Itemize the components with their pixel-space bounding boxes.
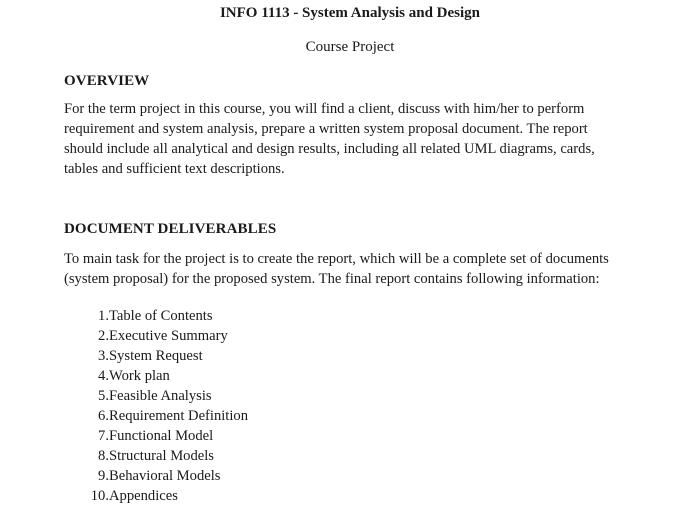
list-item-label: Table of Contents (109, 308, 213, 324)
deliverables-list (82, 306, 248, 506)
list-item (82, 306, 248, 326)
list-item-label: System Request (109, 348, 203, 364)
list-item-label: Executive Summary (109, 328, 228, 344)
deliverables-line: (system proposal) for the proposed system. The final report contains following information: (64, 271, 600, 287)
list-item (82, 486, 248, 506)
list-item-label: Requirement Definition (109, 408, 249, 424)
list-item-label: Functional Model (109, 428, 214, 444)
list-item-number: 7. (98, 428, 109, 444)
overview-line: For the term project in this course, you will find a client, discuss with him/her to perform (64, 101, 585, 117)
list-item-label: Behavioral Models (109, 468, 221, 484)
list-item-label: Structural Models (109, 448, 214, 464)
list-item (82, 386, 248, 406)
list-item (82, 446, 248, 466)
list-item (82, 426, 248, 446)
list-item (82, 406, 248, 426)
overview-paragraph (64, 99, 664, 179)
list-item-label: Appendices (109, 488, 178, 504)
list-item (82, 366, 248, 386)
list-item-label: Work plan (109, 368, 170, 384)
list-item-number: 1. (98, 308, 109, 324)
overview-line: requirement and system analysis, prepare a written system proposal document. The report (64, 121, 588, 137)
deliverables-line: To main task for the project is to create the report, which will be a complete set of documents (64, 251, 609, 267)
list-item-number: 3. (98, 348, 109, 364)
list-item-number: 8. (98, 448, 109, 464)
list-item (82, 466, 248, 486)
overview-line: should include all analytical and design results, including all related UML diagrams, cards, (64, 141, 595, 157)
document-subtitle: Course Project (305, 39, 395, 55)
list-item-number: 5. (98, 388, 109, 404)
overview-heading: OVERVIEW (64, 73, 150, 89)
list-item-number: 6. (98, 408, 109, 424)
list-item-number: 2. (98, 328, 109, 344)
list-item (82, 346, 248, 366)
overview-line: tables and sufficient text descriptions. (64, 161, 285, 177)
list-item-number: 9. (98, 468, 109, 484)
list-item (82, 326, 248, 346)
list-item-label: Feasible Analysis (109, 388, 212, 404)
list-item-number: 10. (90, 488, 109, 504)
deliverables-paragraph (64, 249, 664, 289)
deliverables-heading: DOCUMENT DELIVERABLES (64, 221, 277, 237)
list-item-number: 4. (98, 368, 109, 384)
document-title: INFO 1113 - System Analysis and Design (219, 5, 481, 21)
